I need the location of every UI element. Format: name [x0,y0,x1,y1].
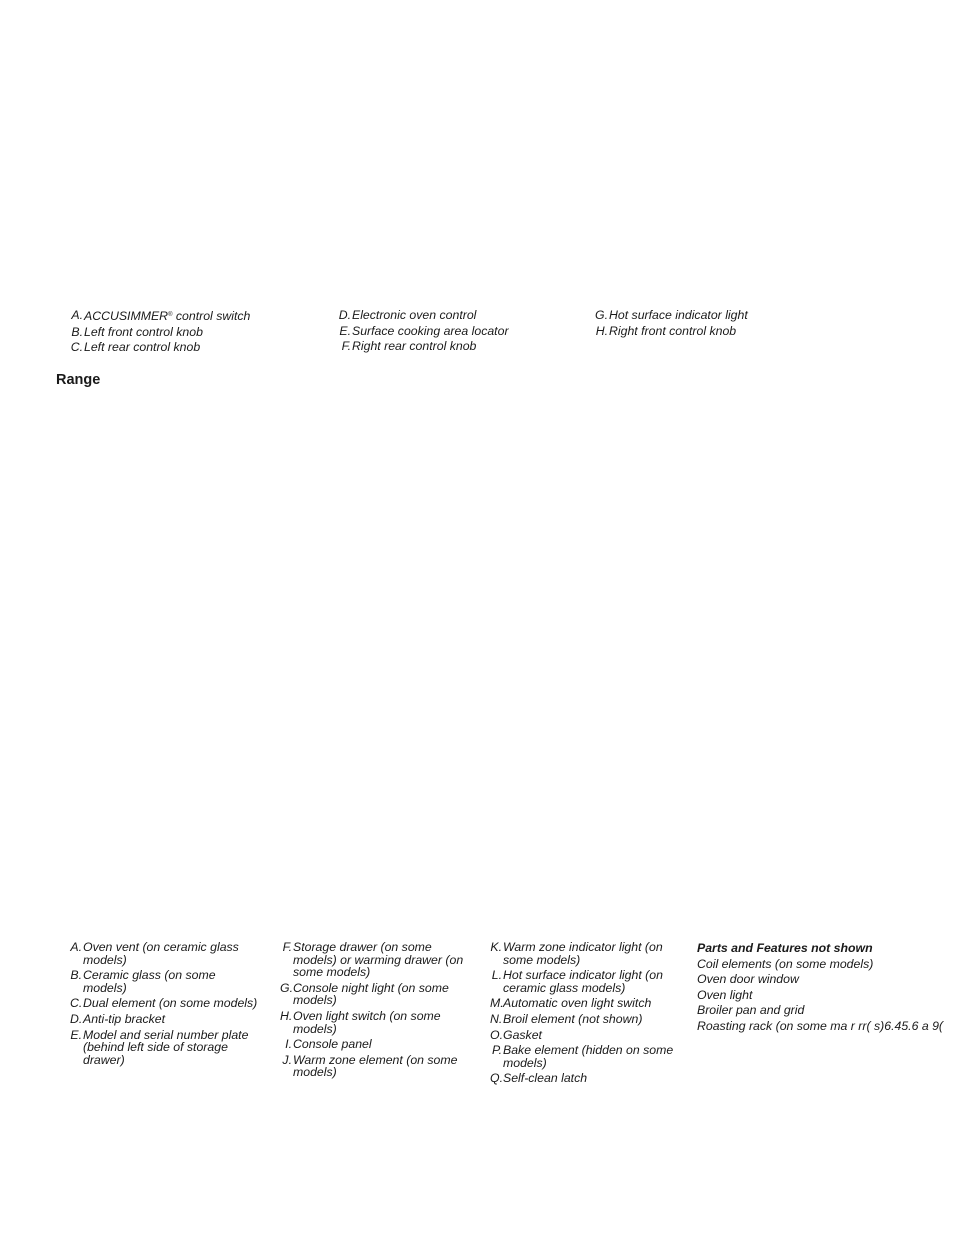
legend-item-c: C. Left rear control knob [70,340,201,354]
legend-item-i: I. Console panel [285,1037,372,1052]
list-item: Oven light [697,987,753,1002]
range-legend-column-1 [70,941,260,1069]
legend-item-h: H. Right front control knob [595,323,737,338]
legend-item-h: H. Oven light switch (on some models) [280,1008,441,1036]
legend-item-n: N. Broil element (not shown) [490,1011,643,1026]
not-shown-title: Parts and Features not shown [697,941,873,955]
legend-item-g: G. Hot surface indicator light [595,308,748,322]
legend-item-p: P. Bake element (hidden on some models) [491,1043,674,1070]
list-item: Broiler pan and grid [697,1003,805,1018]
range-legend-column-3 [490,941,675,1088]
top-legend-column-2 [338,308,578,355]
legend-item-m: M. Automatic oven light switch [490,996,652,1011]
legend-item-j: J. Warm zone element (on some models) [282,1052,458,1080]
legend-item-a: A. ACCUSIMMER® control switch [71,308,251,323]
legend-item-d: D. Anti-tip bracket [70,1011,166,1026]
not-shown-list [697,941,954,1035]
legend-item-g: G. Console night light (on some models) [280,980,449,1008]
section-heading: Range [56,372,101,388]
list-item: Coil elements (on some models) [697,956,874,971]
legend-item-e: E. Surface cooking area locator [339,323,509,338]
top-legend-column-1 [70,308,330,356]
top-legend-column-3 [595,308,835,339]
legend-item-a: A. Oven vent (on ceramic glass models) [70,940,239,967]
list-item: Oven door window [697,972,799,987]
legend-item-d: D. Electronic oven control [338,308,477,322]
legend-item-q: Q. Self-clean latch [490,1071,588,1086]
legend-item-l: L. Hot surface indicator light (on ceramic glass models) [491,968,663,995]
legend-item-e: E. Model and serial number plate (behind left side of storage drawer) [70,1027,249,1067]
legend-item-b: B. Ceramic glass (on some models) [70,968,216,995]
legend-item-k: K. Warm zone indicator light (on some models) [490,940,663,967]
legend-item-c: C. Dual element (on some models) [70,996,258,1011]
legend-item-f: F. Storage drawer (on some models) or warming drawer (on some models) [282,940,464,980]
range-legend-column-2 [280,941,465,1082]
legend-item-b: B. Left front control knob [71,324,203,339]
legend-item-o: O. Gasket [490,1027,542,1042]
legend-item-f: F. Right rear control knob [341,339,477,353]
list-item: Roasting rack (on some ma r rr( s)6.45.6 a 9( [697,1018,944,1033]
